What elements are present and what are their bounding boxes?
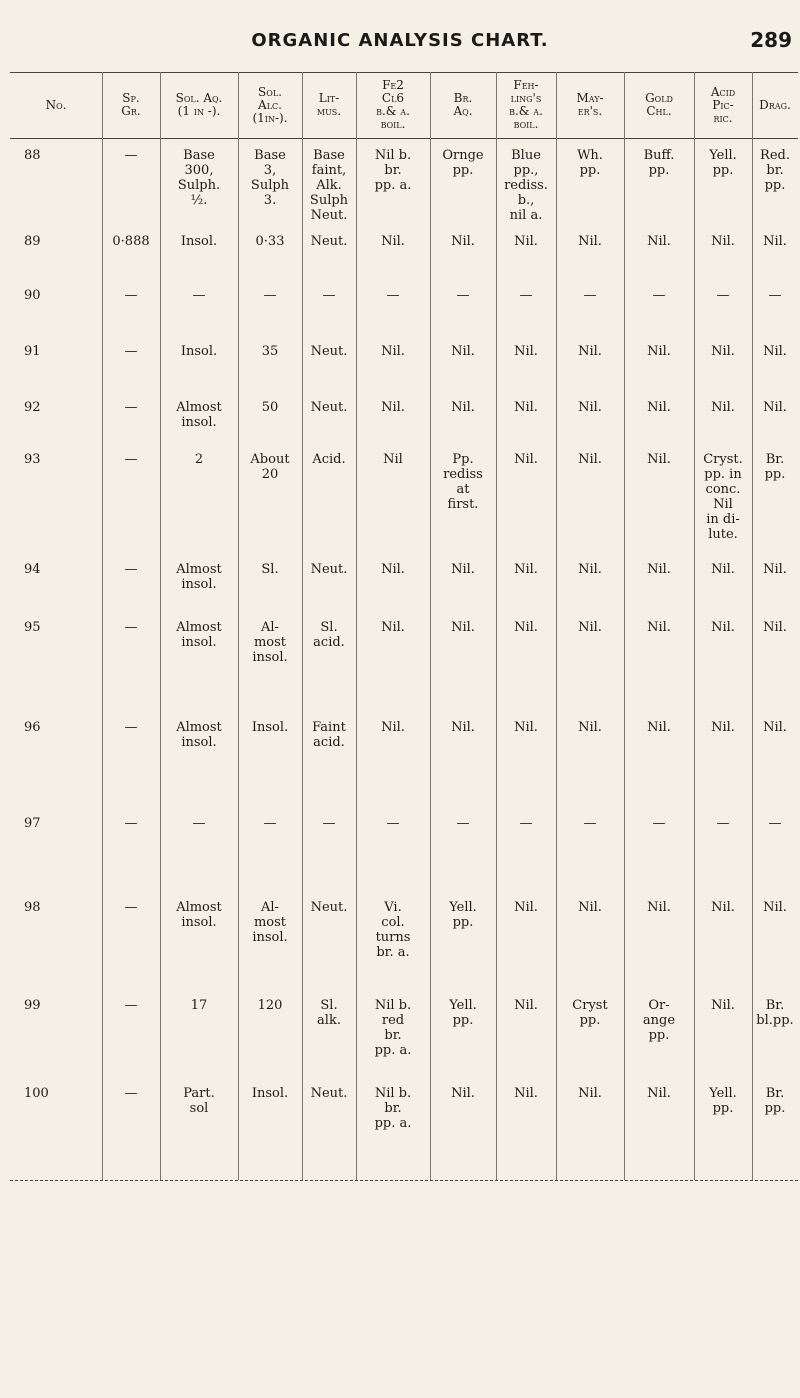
column-header: May- er's. bbox=[576, 91, 604, 118]
table-cell: Part. sol bbox=[183, 1086, 215, 1116]
header-bottom-rule bbox=[10, 138, 798, 139]
table-cell: Nil. bbox=[381, 400, 405, 415]
row-number: 98 bbox=[24, 900, 41, 915]
table-cell: Nil. bbox=[514, 452, 538, 467]
table-cell: Sl. alk. bbox=[317, 998, 341, 1028]
table-cell: Nil. bbox=[711, 562, 735, 577]
table-cell: Nil. bbox=[711, 400, 735, 415]
table-top-rule bbox=[10, 72, 798, 73]
row-number: 95 bbox=[24, 620, 41, 635]
table-cell: Nil b. br. pp. a. bbox=[374, 148, 412, 193]
column-header: Sol. Alc. (1in-). bbox=[252, 84, 288, 125]
table-cell: Nil bbox=[383, 452, 403, 467]
table-cell: Nil. bbox=[451, 1086, 475, 1101]
table-cell: — bbox=[124, 288, 138, 303]
column-header: Fe2 Cl6 b.& a. boil. bbox=[376, 78, 410, 131]
table-cell: Nil. bbox=[647, 234, 671, 249]
table-cell: Almost insol. bbox=[176, 900, 222, 930]
column-header: Drag. bbox=[759, 97, 791, 112]
table-cell: Vi. col. turns br. a. bbox=[375, 900, 411, 960]
table-cell: Acid. bbox=[312, 452, 346, 467]
table-cell: Cryst pp. bbox=[572, 998, 608, 1028]
table-cell: Nil. bbox=[578, 234, 602, 249]
row-number: 99 bbox=[24, 998, 41, 1013]
table-cell: About 20 bbox=[250, 452, 290, 482]
table-cell: Base 3, Sulph 3. bbox=[250, 148, 290, 208]
table-cell: 0·888 bbox=[112, 234, 150, 249]
table-cell: — bbox=[716, 816, 730, 831]
table-cell: — bbox=[124, 998, 138, 1013]
table-cell: Buff. pp. bbox=[643, 148, 675, 178]
column-header: Feh- ling's b.& a. boil. bbox=[509, 78, 543, 131]
column-header: Lit- mus. bbox=[316, 91, 342, 118]
table-cell: — bbox=[519, 288, 533, 303]
table-cell: Nil. bbox=[578, 900, 602, 915]
row-number: 92 bbox=[24, 400, 41, 415]
table-cell: Nil. bbox=[451, 720, 475, 735]
table-cell: — bbox=[768, 288, 782, 303]
table-cell: Nil. bbox=[647, 1086, 671, 1101]
table-cell: Nil. bbox=[711, 234, 735, 249]
table-cell: Nil. bbox=[578, 344, 602, 359]
table-cell: Sl. acid. bbox=[313, 620, 345, 650]
table-cell: Wh. pp. bbox=[577, 148, 603, 178]
table-cell: Nil. bbox=[763, 720, 787, 735]
row-number: 97 bbox=[24, 816, 41, 831]
table-cell: Nil b. br. pp. a. bbox=[374, 1086, 412, 1131]
table-cell: Nil. bbox=[763, 620, 787, 635]
table-cell: Insol. bbox=[180, 234, 218, 249]
row-number: 94 bbox=[24, 562, 41, 577]
table-cell: Nil. bbox=[578, 562, 602, 577]
table-cell: Cryst. pp. in conc. Nil in di- lute. bbox=[703, 452, 743, 542]
table-cell: Br. pp. bbox=[764, 1086, 786, 1116]
table-cell: Nil. bbox=[711, 720, 735, 735]
table-cell: — bbox=[322, 816, 336, 831]
table-cell: Insol. bbox=[251, 720, 289, 735]
table-cell: — bbox=[456, 816, 470, 831]
table-cell: Nil. bbox=[381, 620, 405, 635]
row-number: 88 bbox=[24, 148, 41, 163]
table-cell: 17 bbox=[190, 998, 208, 1013]
table-cell: Nil. bbox=[514, 400, 538, 415]
table-cell: 50 bbox=[261, 400, 279, 415]
table-cell: — bbox=[322, 288, 336, 303]
table-cell: — bbox=[124, 400, 138, 415]
table-cell: Nil. bbox=[514, 720, 538, 735]
table-cell: Nil. bbox=[578, 620, 602, 635]
table-cell: Nil. bbox=[451, 400, 475, 415]
table-cell: — bbox=[768, 816, 782, 831]
table-cell: Nil. bbox=[711, 620, 735, 635]
table-cell: Blue pp., rediss. b., nil a. bbox=[504, 148, 548, 223]
table-cell: Nil. bbox=[647, 344, 671, 359]
table-cell: Nil. bbox=[763, 562, 787, 577]
table-cell: 35 bbox=[261, 344, 279, 359]
table-cell: Nil. bbox=[647, 900, 671, 915]
row-number: 91 bbox=[24, 344, 41, 359]
table-cell: Yell. pp. bbox=[449, 900, 477, 930]
table-cell: Almost insol. bbox=[176, 720, 222, 750]
table-cell: Nil. bbox=[514, 234, 538, 249]
table-cell: Nil. bbox=[451, 562, 475, 577]
column-header: Acid Pic- ric. bbox=[710, 84, 736, 125]
table-cell: Nil. bbox=[381, 720, 405, 735]
table-cell: — bbox=[124, 148, 138, 163]
table-cell: — bbox=[456, 288, 470, 303]
table-cell: Nil. bbox=[711, 900, 735, 915]
table-cell: Faint acid. bbox=[312, 720, 346, 750]
table-cell: Or- ange pp. bbox=[642, 998, 676, 1043]
table-cell: Base faint, Alk. Sulph Neut. bbox=[309, 148, 349, 223]
table-cell: Nil. bbox=[711, 344, 735, 359]
table-cell: — bbox=[124, 1086, 138, 1101]
table-cell: Pp. rediss at first. bbox=[443, 452, 483, 512]
table-cell: Nil. bbox=[647, 400, 671, 415]
table-cell: — bbox=[124, 816, 138, 831]
table-cell: Nil. bbox=[578, 452, 602, 467]
table-cell: Yell. pp. bbox=[709, 1086, 737, 1116]
table-cell: Nil. bbox=[514, 562, 538, 577]
page-title: ORGANIC ANALYSIS CHART. bbox=[251, 30, 549, 51]
table-cell: Nil. bbox=[381, 562, 405, 577]
table-cell: — bbox=[124, 720, 138, 735]
table-cell: 2 bbox=[194, 452, 204, 467]
table-cell: Al- most insol. bbox=[252, 900, 288, 945]
column-header: No. bbox=[45, 97, 67, 112]
table-cell: Nil. bbox=[763, 344, 787, 359]
row-number: 96 bbox=[24, 720, 41, 735]
table-cell: — bbox=[652, 816, 666, 831]
table-cell: Neut. bbox=[310, 1086, 348, 1101]
table-bottom-rule bbox=[10, 1180, 798, 1181]
row-number: 100 bbox=[24, 1086, 49, 1101]
column-header: Sp. Gr. bbox=[121, 91, 141, 118]
table-cell: Nil. bbox=[381, 344, 405, 359]
table-cell: — bbox=[583, 816, 597, 831]
table-cell: — bbox=[263, 816, 277, 831]
table-cell: Nil. bbox=[514, 344, 538, 359]
table-cell: Insol. bbox=[180, 344, 218, 359]
table-cell: — bbox=[124, 452, 138, 467]
table-cell: — bbox=[386, 816, 400, 831]
table-cell: Almost insol. bbox=[176, 562, 222, 592]
table-cell: — bbox=[192, 288, 206, 303]
table-cell: Nil. bbox=[514, 620, 538, 635]
table-cell: — bbox=[652, 288, 666, 303]
table-cell: Nil. bbox=[514, 998, 538, 1013]
table-cell: 0·33 bbox=[255, 234, 285, 249]
table-cell: Neut. bbox=[310, 400, 348, 415]
table-cell: Neut. bbox=[310, 562, 348, 577]
table-cell: Nil. bbox=[578, 400, 602, 415]
table-cell: — bbox=[192, 816, 206, 831]
table-cell: Neut. bbox=[310, 234, 348, 249]
table-cell: — bbox=[386, 288, 400, 303]
row-number: 90 bbox=[24, 288, 41, 303]
table-cell: Almost insol. bbox=[176, 620, 222, 650]
column-header: Sol. Aq. (1 in -). bbox=[175, 91, 223, 118]
table-cell: — bbox=[124, 900, 138, 915]
table-cell: Nil b. red br. pp. a. bbox=[374, 998, 412, 1058]
table-cell: Nil. bbox=[711, 998, 735, 1013]
column-header: Gold Chl. bbox=[645, 91, 673, 118]
table-cell: Yell. pp. bbox=[709, 148, 737, 178]
table-cell: Nil. bbox=[647, 452, 671, 467]
table-cell: Neut. bbox=[310, 344, 348, 359]
table-cell: Nil. bbox=[451, 234, 475, 249]
table-cell: Nil. bbox=[763, 234, 787, 249]
table-cell: Br. pp. bbox=[764, 452, 786, 482]
table-cell: Neut. bbox=[310, 900, 348, 915]
table-cell: Ornge pp. bbox=[442, 148, 484, 178]
table-cell: Nil. bbox=[381, 234, 405, 249]
column-header: Br. Aq. bbox=[453, 91, 473, 118]
table-cell: Nil. bbox=[647, 620, 671, 635]
table-cell: Base 300, Sulph. ½. bbox=[177, 148, 221, 208]
page-number: 289 bbox=[750, 28, 792, 52]
table-cell: Nil. bbox=[514, 1086, 538, 1101]
table-cell: — bbox=[716, 288, 730, 303]
row-number: 93 bbox=[24, 452, 41, 467]
table-cell: Nil. bbox=[578, 720, 602, 735]
table-cell: Br. bl.pp. bbox=[756, 998, 794, 1028]
table-cell: Nil. bbox=[451, 344, 475, 359]
table-cell: Al- most insol. bbox=[252, 620, 288, 665]
table-cell: Almost insol. bbox=[176, 400, 222, 430]
table-cell: Insol. bbox=[251, 1086, 289, 1101]
table-cell: Nil. bbox=[647, 720, 671, 735]
table-cell: Nil. bbox=[763, 900, 787, 915]
table-cell: Nil. bbox=[763, 400, 787, 415]
table-cell: Yell. pp. bbox=[449, 998, 477, 1028]
table-cell: Nil. bbox=[647, 562, 671, 577]
table-cell: Nil. bbox=[578, 1086, 602, 1101]
table-cell: — bbox=[263, 288, 277, 303]
table-cell: — bbox=[583, 288, 597, 303]
row-number: 89 bbox=[24, 234, 41, 249]
table-cell: — bbox=[124, 620, 138, 635]
table-cell: Nil. bbox=[514, 900, 538, 915]
table-cell: — bbox=[124, 562, 138, 577]
table-cell: 120 bbox=[257, 998, 283, 1013]
table-cell: — bbox=[519, 816, 533, 831]
table-cell: Nil. bbox=[451, 620, 475, 635]
table-cell: — bbox=[124, 344, 138, 359]
table-cell: Sl. bbox=[261, 562, 279, 577]
table-cell: Red. br. pp. bbox=[760, 148, 790, 193]
